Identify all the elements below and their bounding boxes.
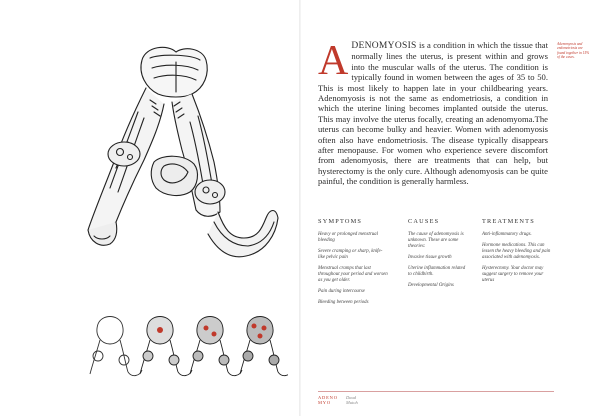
uterus-thumbnail-row bbox=[88, 310, 288, 380]
article-text: is a condition in which the tissue that normally lines the uterus, is present within and grows into the muscular walls of the uterus. The condition is typically found in women between the ages of 35 to 50. This is most likely to happen late in your childbearing years. Adenomyosis is not the same as endometriosis, a condition in which the uterine lining becomes implanted outside the uterus. This may involve the uterus focally, creating an adenomyoma.The uterus can become bulky and heavier. Women with adenomyosis often also have endometriosis. The disease typically disappears after menopause. For women who experience severe discomfort from adenomyosis, there are treatments that can help, but hysterectomy is the only cure. Although adenomyosis can be quite painful, the condition is generally harmless. bbox=[318, 40, 548, 187]
footer-rule bbox=[318, 391, 554, 392]
treatments-column bbox=[482, 218, 552, 289]
uterus-letter-a-illustration bbox=[80, 42, 280, 292]
footer-credit-line: Daud bbox=[346, 395, 356, 400]
uterus-thumbnail-icon bbox=[90, 317, 142, 376]
page-gutter bbox=[299, 0, 301, 416]
symptom-item: Severe cramping or sharp, knife-like pelvic pain bbox=[318, 249, 383, 260]
treatment-item: Anti-inflammatory drugs. bbox=[482, 232, 532, 237]
uterus-thumbnail-icon bbox=[140, 317, 192, 376]
footer-logo-line: MYO bbox=[318, 400, 331, 406]
cause-item: The cause of adenomyosis is unknown. These are some theories: bbox=[408, 232, 464, 249]
cause-item: Uterine inflammation related to childbirth. bbox=[408, 266, 466, 277]
treatments-heading: TREATMENTS bbox=[482, 218, 535, 225]
uterus-thumbnail-icon bbox=[240, 317, 288, 376]
footer-credit-line: Mutoh bbox=[346, 400, 358, 406]
article-title: DENOMYOSIS bbox=[351, 41, 417, 51]
lead-paragraph bbox=[318, 40, 548, 187]
symptom-item: Heavy or prolonged menstrual bleeding bbox=[318, 232, 378, 243]
drop-cap: A bbox=[318, 38, 349, 84]
causes-heading: CAUSES bbox=[408, 218, 440, 225]
cause-item: Developmental Origins bbox=[408, 283, 454, 288]
footer-logo-line: ADENO bbox=[318, 395, 338, 400]
treatment-item: Hysterectomy. Your doctor may suggest surgery to remove your uterus bbox=[482, 266, 544, 283]
symptom-item: Bleeding between periods bbox=[318, 300, 369, 305]
causes-column bbox=[408, 218, 468, 294]
symptom-item: Menstrual cramps that last throughout your period and worsen as you get older. bbox=[318, 266, 388, 283]
sidenote: Adenomyosis and endometriosis are found together in 15% of the cases. bbox=[557, 42, 590, 60]
footer-logo bbox=[318, 395, 338, 405]
treatment-item: Hormone medications. This can lessen the heavy bleeding and pain associated with adenomyosis. bbox=[482, 243, 551, 260]
symptoms-column bbox=[318, 218, 388, 311]
symptoms-heading: SYMPTOMS bbox=[318, 218, 363, 225]
cause-item: Invasive tissue growth bbox=[408, 255, 452, 260]
symptom-item: Pain during intercourse bbox=[318, 289, 365, 294]
uterus-thumbnail-icon bbox=[190, 317, 242, 376]
footer-credit bbox=[346, 395, 358, 405]
article-body bbox=[318, 40, 548, 187]
